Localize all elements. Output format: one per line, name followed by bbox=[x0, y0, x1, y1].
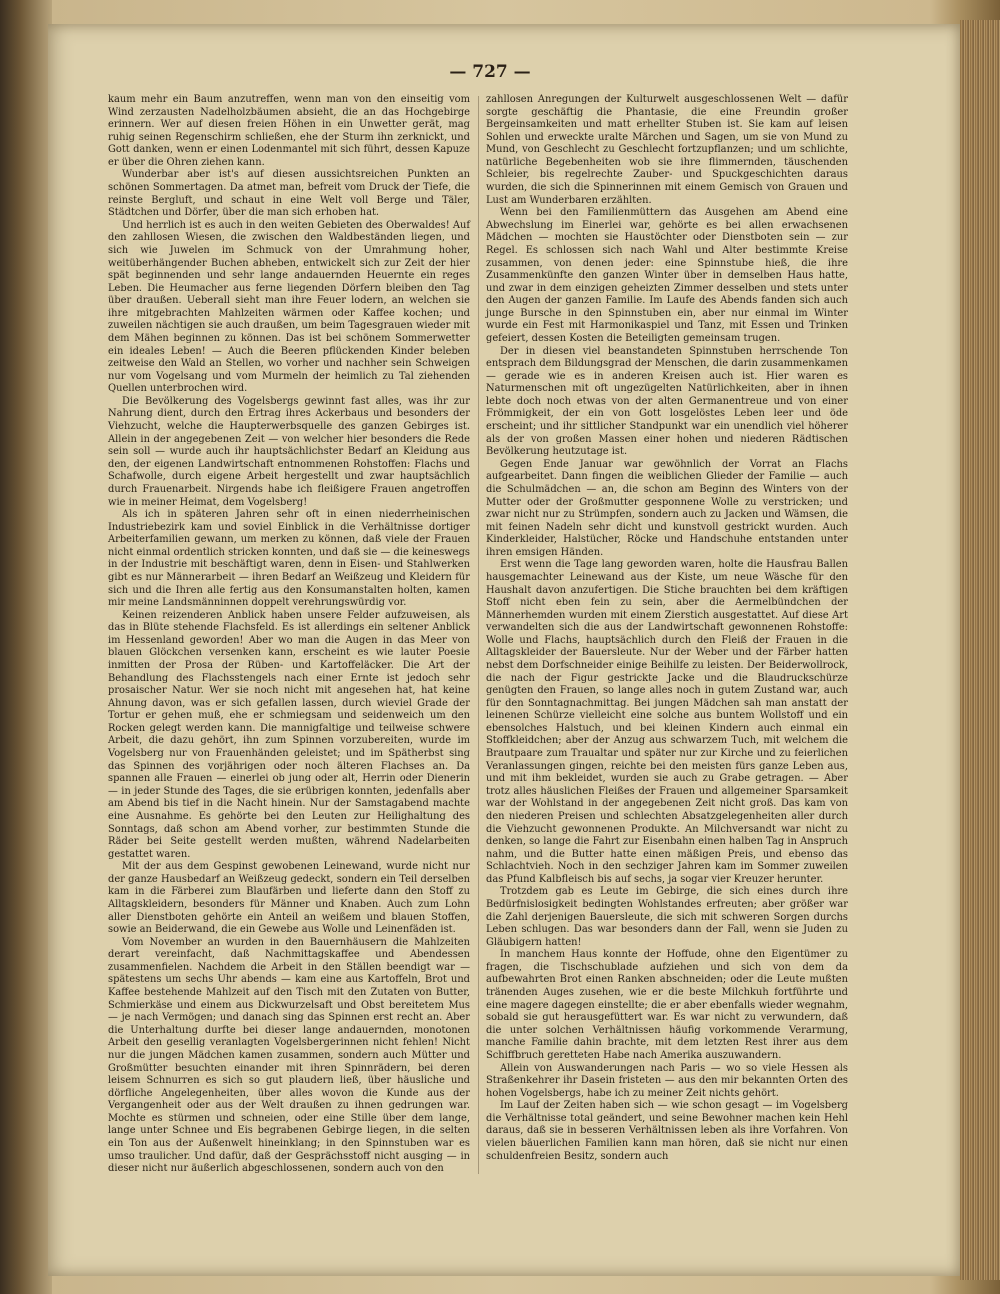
page-stack-edge bbox=[960, 20, 1000, 1280]
left-text-column bbox=[108, 94, 470, 1176]
book-binding-edge bbox=[0, 0, 52, 1294]
paragraph: Keinen reizenderen Anblick haben unsere Felder aufzuweisen, als das in Blüte stehende Flachsfeld. Es ist allerdings ein seltener Anblick im Hessenland geworden! Aber wo man die Augen in das Meer von blauen Glöckchen versenken kann, erscheint es wie lauter Poesie inmitten der Prosa der Rüben- und Kartoffeläcker. Die Art der Behandlung des Flachsstengels nach einer Ernte ist jedoch sehr prosaischer Natur. Wer sie noch nicht mit angesehen hat, hat keine Ahnung davon, was er sich gefallen lassen, durch wieviel Grade der Tortur er gehen muß, ehe er schmiegsam und seidenweich um den Rocken gelegt werden kann. Die mannigfaltige und teilweise schwere Arbeit, die dazu gehört, ihn zum Spinnen vorzubereiten, wurde im Vogelsberg nur von Frauenhänden geleistet; und im Spätherbst sing das Spinnen des vorjährigen oder noch älteren Flachses an. Da spannen alle Frauen — einerlei ob jung oder alt, Herrin oder Dienerin — in jeder Stunde des Tages, die sie erübrigen konnten, jedenfalls aber am Abend bis tief in die Nacht hinein. Nur der Samstagabend machte eine Ausnahme. Es gehörte bei den Leuten zur Heilighaltung des Sonntags, daß schon am Abend vorher, zur bestimmten Stunde die Räder bei Seite gestellt werden mußten, während Nadelarbeiten gestattet waren. bbox=[108, 609, 470, 860]
right-text-column bbox=[486, 94, 848, 1163]
paragraph: Der in diesen viel beanstandeten Spinnstuben herrschende Ton entsprach dem Bildungsgrad der Menschen, die darin zusammenkamen — gerade wie es in anderen Kreisen auch ist. Hier waren es Naturmenschen mit oft ungezügelten Natürlichkeiten, aber in ihnen lebte doch noch etwas von der alten Germanentreue und von einer Frömmigkeit, der ein von Gott losgelöstes Leben leer und öde erscheint; und ihr sittlicher Standpunkt war ein unendlich viel höherer als der von großen Massen einer hohen und niederen Rädtischen Bevölkerung heutzutage ist. bbox=[486, 345, 848, 458]
paragraph: Wenn bei den Familienmüttern das Ausgehen am Abend eine Abwechslung im Einerlei war, gehörte es bei allen erwachsenen Mädchen — mochten sie Haustöchter oder Dienstboten sein — zur Regel. Es schlossen sich nach Wahl und Alter bestimmte Kreise zusammen, von denen jeder: eine Spinnstube hieß, die ihre Zusammenkünfte den ganzen Winter über in demselben Haus hatte, und zwar in dem einzigen geheizten Zimmer desselben und stets unter den Augen der ganzen Familie. Im Laufe des Abends fanden sich auch junge Bursche in den Spinnstuben ein, aber nur einmal im Winter wurde ein Fest mit Harmonikaspiel und Tanz, mit Essen und Trinken gefeiert, dessen Kosten die Beteiligten gemeinsam trugen. bbox=[486, 207, 848, 344]
column-divider bbox=[478, 96, 479, 1174]
paragraph: Als ich in späteren Jahren sehr oft in einen niederrheinischen Industriebezirk kam und soviel Einblick in die Verhältnisse dortiger Arbeiterfamilien gewann, um merken zu können, daß viele der Frauen nicht einmal ordentlich stricken konnten, und daß sie — die keineswegs in der Industrie mit beschäftigt waren, denn in Eisen- und Stahlwerken gibt es nur Männerarbeit — ihren Bedarf an Weißzeug und Kleidern für sich und die Ihren alle fertig aus den Konsumanstalten holten, kamen mir meine Landsmänninnen doppelt verehrungswürdig vor. bbox=[108, 509, 470, 609]
paragraph: Und herrlich ist es auch in den weiten Gebieten des Oberwaldes! Auf den zahllosen Wiesen, die zwischen den Waldbeständen liegen, und sich wie Juwelen im Schmuck von der Umrahmung hoher, weitüberhängender Buchen abheben, entwickelt sich zur Zeit der hier spät beginnenden und sehr lange andauernden Heuernte ein reges Leben. Die Heumacher aus ferne liegenden Dörfern bleiben den Tag über draußen. Ueberall sieht man ihre Feuer lodern, an welchen sie ihre mitgebrachten Mahlzeiten wärmen oder Kaffee kochen; und zuweilen nächtigen sie auch draußen, um beim Tagesgrauen wieder mit dem Mähen beginnen zu können. Das ist bei schönem Sommerwetter ein ideales Leben! — Auch die Beeren pflückenden Kinder beleben zeitweise den Wald an Stellen, wo vorher und nachher sein Schweigen nur vom Vogelsang und vom Murmeln der heimlich zu Tal ziehenden Quellen unterbrochen wird. bbox=[108, 219, 470, 395]
paragraph: In manchem Haus konnte der Hoffude, ohne den Eigentümer zu fragen, die Tischschublade aufziehen und sich von dem da aufbewahrten Brot einen Ranken abschneiden; oder die Leute mußten tränenden Auges zusehen, wie er die beste Milchkuh fortführte und eine magere dagegen einstellte; die er aber ebenfalls wieder wegnahm, sobald sie gut herausgefüttert war. Es war nicht zu verwundern, daß die unter solchen Verhältnissen häufig vorkommende Verarmung, manche Familie dahin brachte, mit dem letzten Rest ihrer aus dem Schiffbruch geretteten Habe nach Amerika auszuwandern. bbox=[486, 949, 848, 1061]
paragraph: kaum mehr ein Baum anzutreffen, wenn man von den einseitig vom Wind zerzausten Nadelholzbäumen absieht, die an das Hochgebirge erinnern. Wer auf diesen freien Höhen in ein Unwetter gerät, mag ruhig seinen Regenschirm schließen, ehe der Sturm ihn zerknickt, und Gott danken, wenn er einen Lodenmantel mit sich führt, dessen Kapuze er über die Ohren ziehen kann. bbox=[108, 94, 470, 168]
paragraph: Wunderbar aber ist's auf diesen aussichtsreichen Punkten an schönen Sommertagen. Da atmet man, befreit vom Druck der Tiefe, die reinste Bergluft, und schaut in eine Welt voll Berge und Täler, Städtchen und Dörfer, über die man sich erhoben hat. bbox=[108, 169, 470, 219]
paragraph: Die Bevölkerung des Vogelsbergs gewinnt fast alles, was ihr zur Nahrung dient, durch den Ertrag ihres Ackerbaus und besonders der Viehzucht, welche die Haupterwerbsquelle des ganzen Gebirges ist. Allein in der angegebenen Zeit — von welcher hier besonders die Rede sein soll — wurde auch ihr hauptsächlichster Bedarf an Kleidung aus den, der eigenen Landwirtschaft entnommenen Rohstoffen: Flachs und Schafwolle, durch eigene Arbeit hergestellt und zwar hauptsächlich durch Frauenarbeit. Nirgends habe ich fleißigere Frauen angetroffen wie in meiner Heimat, dem Vogelsberg! bbox=[108, 395, 470, 508]
paragraph: Trotzdem gab es Leute im Gebirge, die sich eines durch ihre Bedürfnislosigkeit bedingten Wohlstandes erfreuten; aber größer war die Zahl derjenigen Bauersleute, die sich mit schweren Sorgen durchs Leben schlugen. Das war besonders dann der Fall, wenn sie Juden zu Gläubigern hatten! bbox=[486, 886, 848, 948]
paragraph: Allein von Auswanderungen nach Paris — wo so viele Hessen als Straßenkehrer ihr Dasein fristeten — aus den mir bekannten Orten des hohen Vogelsbergs, habe ich zu meiner Zeit nichts gehört. bbox=[486, 1062, 848, 1099]
paragraph: zahllosen Anregungen der Kulturwelt ausgeschlossenen Welt — dafür sorgte geschäftig die Phantasie, die eine Freundin großer Bergeinsamkeiten und matt erhellter Stuben ist. Sie kam auf leisen Sohlen und erweckte uralte Märchen und Sagen, um sie von Mund zu Mund, von Geschlecht zu Geschlecht fortzupflanzen; und um schlichte, natürliche Begebenheiten wob sie ihre flimmernden, täuschenden Schleier, bis regelrechte Zauber- und Spuckgeschichten daraus wurden, die sich die Spinnerinnen mit einem Gemisch von Grauen und Lust am Wunderbaren erzählten. bbox=[486, 94, 848, 206]
paragraph: Vom November an wurden in den Bauernhäusern die Mahlzeiten derart vereinfacht, daß Nachmittagskaffee und Abendessen zusammenfielen. Nachdem die Arbeit in den Ställen beendigt war — spätestens um sechs Uhr abends — kam eine aus Kartoffeln, Brot und Kaffee bestehende Mahlzeit auf den Tisch mit den Zutaten von Butter, Schmierkäse und einem aus Dickwurzelsaft und Obst bereitetem Mus — je nach Vermögen; und danach sing das Spinnen erst recht an. Aber die Unterhaltung durfte bei dieser lange andauernden, monotonen Arbeit den gesellig veranlagten Vogelsbergerinnen nicht fehlen! Nicht nur die jungen Mädchen kamen zusammen, sondern auch Mütter und Großmütter besuchten einander mit ihren Spinnrädern, bei deren leisem Schnurren es sich so gut plaudern ließ, über häusliche und dörfliche Angelegenheiten, über alles wovon die Kunde aus der Vergangenheit oder aus der Welt draußen zu ihnen gedrungen war. Mochte es stürmen und schneien, oder eine Stille über dem lange, lange unter Schnee und Eis begrabenen Gebirge liegen, in die selten ein Ton aus der Außenwelt hineinklang; in den Spinnstuben war es umso traulicher. Und dafür, daß der Gesprächsstoff nicht ausging — in dieser nicht nur äußerlich abgeschlossenen, sondern auch von den bbox=[108, 936, 470, 1175]
paragraph: Gegen Ende Januar war gewöhnlich der Vorrat an Flachs aufgearbeitet. Dann fingen die weiblichen Glieder der Familie — auch die Schulmädchen — an, die schon am Beginn des Winters von der Mutter oder der Großmutter gesponnene Wolle zu verstricken; und zwar nicht nur zu Strümpfen, sondern auch zu Jacken und Wämsen, die mit feinen Nadeln sehr dicht und kunstvoll gestrickt wurden. Auch Kinderkleider, Halstücher, Röcke und Handschuhe entstanden unter ihren emsigen Händen. bbox=[486, 458, 848, 558]
page-number: — 727 — bbox=[449, 62, 531, 82]
paragraph: Mit der aus dem Gespinst gewobenen Leinewand, wurde nicht nur der ganze Hausbedarf an Weißzeug gedeckt, sondern ein Teil derselben kam in die Färberei zum Blaufärben und lieferte dann den Stoff zu Alltagskleidern, besonders für Männer und Knaben. Auch zum Lohn aller Dienstboten gehörte ein Anteil an weißem und blauen Stoffen, sowie an Beiderwand, die ein Gewebe aus Wolle und Leinenfäden ist. bbox=[108, 861, 470, 936]
paragraph: Im Lauf der Zeiten haben sich — wie schon gesagt — im Vogelsberg die Verhältnisse total geändert, und seine Bewohner machen kein Hehl daraus, daß sie in besseren Verhältnissen leben als ihre Vorfahren. Von vielen bäuerlichen Familien kann man hören, daß sie nicht nur einen schuldenfreien Besitz, sondern auch bbox=[486, 1100, 848, 1162]
paragraph: Erst wenn die Tage lang geworden waren, holte die Hausfrau Ballen hausgemachter Leinewand aus der Kiste, um neue Wäsche für den Haushalt davon anzufertigen. Die Stiche brauchten bei dem kräftigen Stoff nicht eben fein zu sein, aber die Aermelbündchen der Männerhemden wurden mit einem Zierstich ausgestattet. Auf diese Art verwandelten sich die aus der Landwirtschaft gewonnenen Rohstoffe: Wolle und Flachs, hauptsächlich durch den Fleiß der Frauen in die Alltagskleider der Bauersleute. Nur der Weber und der Färber hatten nebst dem Dorfschneider einige Beihilfe zu leisten. Der Beiderwollrock, die nach der Figur gestrickte Jacke und die Blaudruckschürze genügten den Frauen, so lange alles noch in gutem Zustand war, auch für den Sonntagnachmittag. Bei jungen Mädchen sah man anstatt der leinenen Schürze vielleicht eine solche aus buntem Wollstoff und ein ebensolches Halstuch, und bei kleinen Kindern auch einmal ein Stoffkleidchen; aber der Anzug aus schwarzem Tuch, mit welchem die Brautpaare zum Traualtar und später nur zur Kirche und zu feierlichen Veranlassungen gingen, reichte bei den meisten fürs ganze Leben aus, und mit ihm bekleidet, wurden sie auch zu Grabe getragen. — Aber trotz alles häuslichen Fleißes der Frauen und allgemeiner Sparsamkeit war der Wohlstand in der angegebenen Zeit nicht groß. Das kam von den niederen Preisen und schlechten Absatzgelegenheiten aller durch die Viehzucht gewonnenen Produkte. An Milchversandt war nicht zu denken, so lange die Fahrt zur Eisenbahn einen halben Tag in Anspruch nahm, und die Butter hatte einen mäßigen Preis, und ebenso das Schlachtvieh. Noch in den sechziger Jahren kam im Sommer zuweilen das Pfund Kalbfleisch bis auf sechs, ja sogar vier Kreuzer herunter. bbox=[486, 559, 848, 885]
